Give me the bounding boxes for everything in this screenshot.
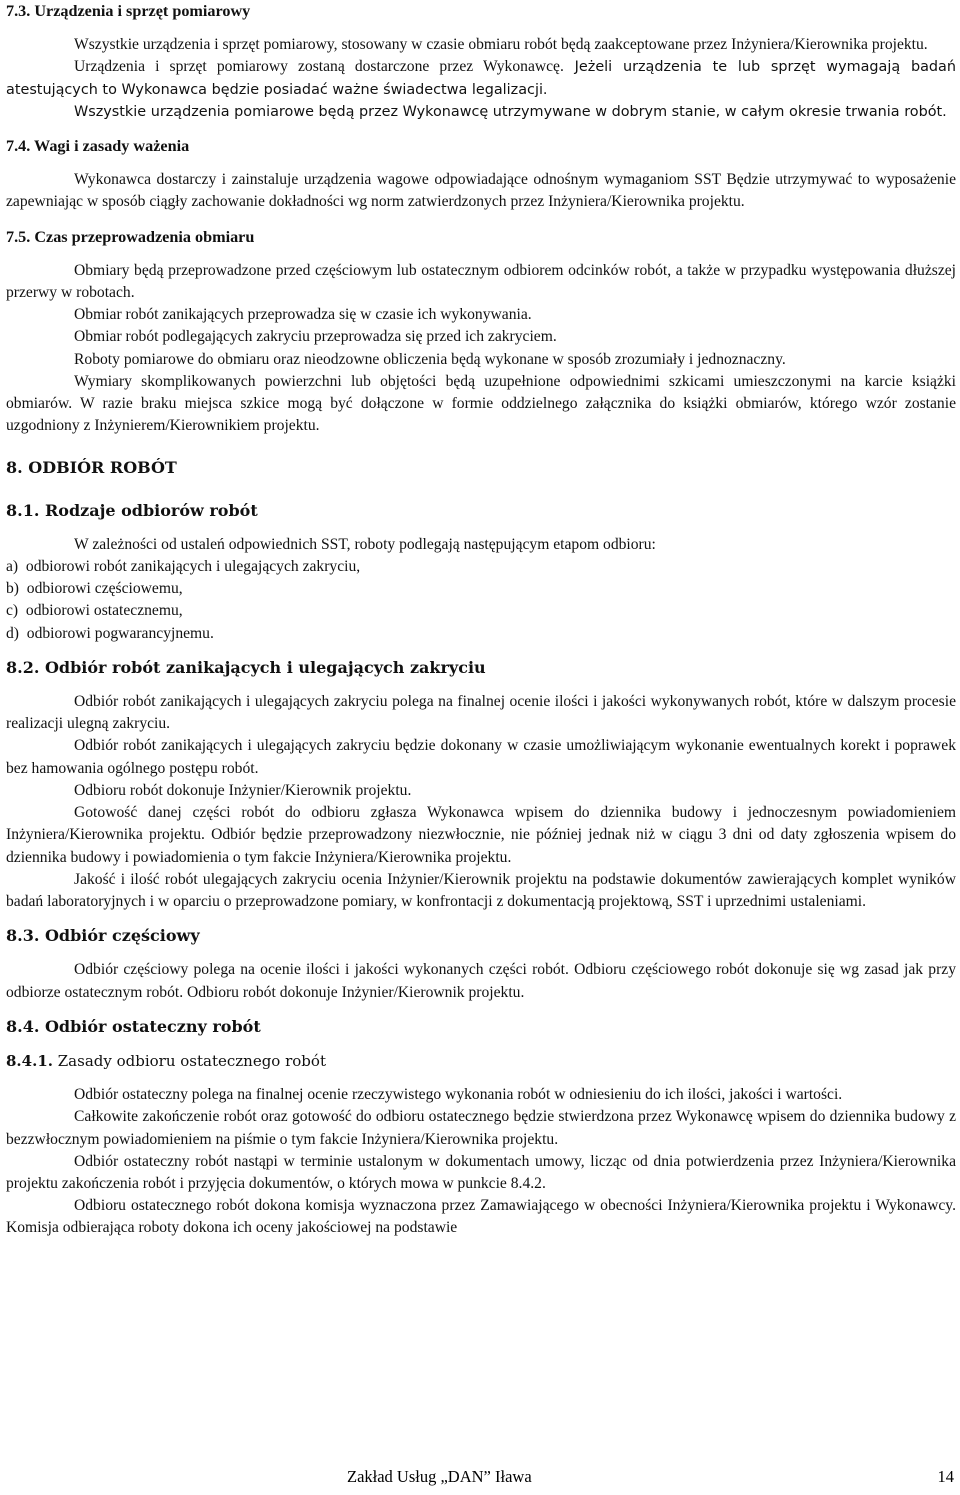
section-heading-8-1: 8.1. Rodzaje odbiorów robót [6, 500, 258, 520]
page-number: 14 [937, 1467, 954, 1486]
paragraph: Odbioru ostatecznego robót dokona komisja wyznaczona przez Zamawiającego w obecności Inżyniera/Kierownika projektu i Wykonawcy. Komisja odbierająca roboty dokona ich oceny jakościowej na podstawie [6, 1197, 956, 1237]
paragraph: Roboty pomiarowe do obmiaru oraz nieodzowne obliczenia będą wykonane w sposób zrozumiały i jednoznaczny. [74, 350, 786, 368]
paragraph: Wymiary skomplikowanych powierzchni lub objętości będą uzupełnione odpowiednimi szkicami umieszczonymi na karcie książki obmiarów. W razie braku miejsca szkice mogą być dołączone w formie oddzielnego załącznika do książki obmiarów, którego wzór zostanie uzgodniony z Inżynierem/Kierownikiem projektu. [6, 372, 956, 435]
paragraph: Odbiór robót zanikających i ulegających zakryciu będzie dokonany w czasie umożliwiającym wykonanie ewentualnych korekt i poprawek bez hamowania ogólnego postępu robót. [6, 737, 956, 777]
section-heading-8-3: 8.3. Odbiór częściowy [6, 926, 200, 946]
paragraph: W zależności od ustaleń odpowiednich SST, roboty podlegają następującym etapom odbioru: [74, 535, 656, 553]
paragraph: Urządzenia i sprzęt pomiarowy zostaną dostarczone przez Wykonawcę. Jeżeli urządzenia te lub sprzęt wymagają badań atestujących to Wykonawca będzie posiadać ważne świadectwa legalizacji. [6, 58, 956, 98]
paragraph: Wszystkie urządzenia i sprzęt pomiarowy, stosowany w czasie obmiaru robót będą zaakceptowane przez Inżyniera/Kierownika projektu. [74, 36, 928, 54]
footer-company: Zakład Usług „DAN” Iława [347, 1467, 532, 1486]
paragraph: Obmiar robót podlegających zakryciu przeprowadza się przed ich zakryciem. [74, 328, 557, 346]
list-item: a) odbiorowi robót zanikających i ulegających zakryciu, [6, 558, 361, 576]
chapter-heading-8: 8. ODBIÓR ROBÓT [6, 458, 177, 478]
paragraph: Odbiór ostateczny polega na finalnej ocenie rzeczywistego wykonania robót w odniesieniu do ich ilości, jakości i wartości. [74, 1086, 843, 1104]
paragraph: Wszystkie urządzenia pomiarowe będą przez Wykonawcę utrzymywane w dobrym stanie, w całym okresie trwania robót. [74, 103, 947, 120]
list-item: d) odbiorowi pogwarancyjnemu. [6, 624, 214, 642]
list-item: c) odbiorowi ostatecznemu, [6, 602, 183, 620]
section-heading-7-3: 7.3. Urządzenia i sprzęt pomiarowy [6, 2, 251, 20]
section-heading-7-5: 7.5. Czas przeprowadzenia obmiaru [6, 227, 255, 246]
section-heading-8-4: 8.4. Odbiór ostateczny robót [6, 1016, 261, 1036]
section-heading-8-2: 8.2. Odbiór robót zanikających i ulegających zakryciu [6, 657, 486, 677]
paragraph: Obmiar robót zanikających przeprowadza się w czasie ich wykonywania. [74, 306, 532, 324]
paragraph: Odbiór robót zanikających i ulegających zakryciu polega na finalnej ocenie ilości i jakości wykonywanych robót, które w dalszym procesie realizacji ulegną zakryciu. [6, 693, 956, 733]
paragraph: Odbiór częściowy polega na ocenie ilości i jakości wykonanych części robót. Odbioru częściowego robót dokonuje się wg zasad jak przy odbiorze ostatecznym robót. Odbioru robót dokonuje Inżynier/Kierownik projektu. [6, 961, 956, 1001]
paragraph: Odbioru robót dokonuje Inżynier/Kierownik projektu. [74, 781, 412, 799]
paragraph: Gotowość danej części robót do odbioru zgłasza Wykonawca wpisem do dziennika budowy i jednoczesnym powiadomieniem Inżyniera/Kierownika projektu. Odbiór będzie przeprowadzony niezwłocznie, nie później jednak niż w ciągu 3 dni od daty zgłoszenia wpisem do dziennika budowy i powiadomienia o tym fakcie Inżyniera/Kierownika projektu. [6, 804, 956, 866]
list-item: b) odbiorowi częściowemu, [6, 580, 183, 598]
section-heading-8-4-1: 8.4.1. Zasady odbioru ostatecznego robót [6, 1051, 326, 1070]
paragraph: Jakość i ilość robót ulegających zakryciu ocenia Inżynier/Kierownik projektu na podstawie dokumentów zawierających komplet wyników badań laboratoryjnych i w oparciu o przeprowadzone pomiary, w konfrontacji z dokumentacją projektową, SST i uprzednimi ustaleniami. [6, 870, 956, 910]
paragraph: Odbiór ostateczny robót nastąpi w terminie ustalonym w dokumentach umowy, licząc od dnia potwierdzenia przez Inżyniera/Kierownika projektu zakończenia robót i przyjęcia dokumentów, o których mowa w punkcie 8.4.2. [6, 1152, 956, 1192]
paragraph: Całkowite zakończenie robót oraz gotowość do odbioru ostatecznego będzie stwierdzona przez Wykonawcę wpisem do dziennika budowy z bezzwłocznym powiadomieniem na piśmie o tym fakcie Inżyniera/Kierownika projektu. [6, 1108, 956, 1148]
paragraph: Obmiary będą przeprowadzone przed częściowym lub ostatecznym odbiorem odcinków robót, a także w przypadku występowania dłuższej przerwy w robotach. [6, 261, 956, 302]
section-heading-7-4: 7.4. Wagi i zasady ważenia [6, 137, 190, 156]
document-page [6, 0, 956, 1240]
paragraph: Wykonawca dostarczy i zainstaluje urządzenia wagowe odpowiadające odnośnym wymaganiom SST Będzie utrzymywać to wyposażenie zapewniając w sposób ciągły zachowanie dokładności wg norm zatwierdzonych przez Inżyniera/Kierownika projektu. [6, 171, 956, 211]
